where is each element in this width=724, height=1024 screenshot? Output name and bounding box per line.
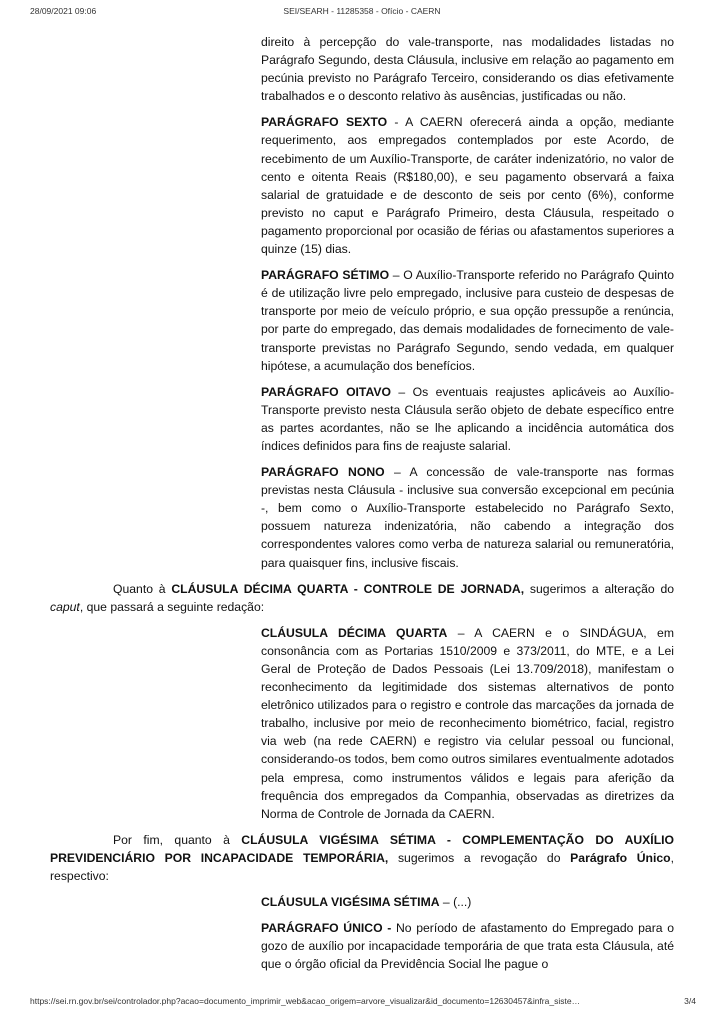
paragraph-text: No período de afastamento do Empregado para o gozo de auxílio por incapacidade temporária de que trata esta Cláusula, até que o órgão oficial da Previdência Social lhe pague o <box>261 921 674 972</box>
paragraph-text: – Os eventuais reajustes aplicáveis ao Auxílio-Transporte previsto nesta Cláusula serão objeto de debate específico entre as partes acordantes, não se lhe aplicando a incidência automática dos índices definidos para fins de reajuste salarial. <box>261 384 675 453</box>
document-body <box>50 33 674 982</box>
paragraph-nono <box>261 463 674 572</box>
paragraph-heading: PARÁGRAFO NONO <box>261 465 385 480</box>
text: sugerimos a revogação do <box>388 850 571 865</box>
paragraph-text: – A concessão de vale-transporte nas formas previstas nesta Cláusula - inclusive sua conversão excepcional em pecúnia -, bem como o Auxílio-Transporte estabelecido no Parágrafo Sexto, possuem natureza indenizatória, não cabendo a integração dos correspondentes valores como verba de natureza salarial ou remuneratória, para quaisquer fins, inclusive fiscais. <box>261 465 674 570</box>
text: Quanto à <box>113 581 172 596</box>
paragraph-setimo <box>261 266 674 375</box>
paragraph-heading: PARÁGRAFO OITAVO <box>261 384 391 399</box>
clause-title: CLÁUSULA VIGÉSIMA SÉTIMA - COMPLEMENTAÇÃO DO AUXÍLIO PREVIDENCIÁRIO POR INCAPACIDADE TEMPORÁRIA, <box>50 832 675 865</box>
page-number: 3/4 <box>684 996 696 1006</box>
print-datetime: 28/09/2021 09:06 <box>30 6 97 16</box>
paragrafo-unico-term: Parágrafo Único <box>570 850 671 865</box>
paragraph-clausula-27-intro <box>50 831 674 885</box>
paragraph-continuation: direito à percepção do vale-transporte, nas modalidades listadas no Parágrafo Segundo, desta Cláusula, inclusive em relação ao pagamento em pecúnia previsto no Parágrafo Terceiro, considerando os dias efetivamente trabalhados e o desconto relativo às ausências, justificadas ou não. <box>261 35 674 104</box>
caput-term: caput <box>50 599 80 614</box>
paragraph-clausula-14-intro <box>50 580 674 616</box>
footer-url: https://sei.rn.gov.br/sei/controlador.php?acao=documento_imprimir_web&acao_origem=arvore_visualizar&id_documento=12630457&infra_siste… <box>30 996 581 1006</box>
clause-title: CLÁUSULA DÉCIMA QUARTA - CONTROLE DE JORNADA, <box>171 581 525 596</box>
paragraph-text: – O Auxílio-Transporte referido no Parágrafo Quinto é de utilização livre pelo empregado, inclusive para custeio de despesas de transporte por meio de veículo próprio, e sua opção pressupõe a renúncia, por parte do empregado, das demais modalidades de fornecimento de vale-transporte previstas no Parágrafo Segundo, sendo vedada, em qualquer hipótese, a acumulação dos benefícios. <box>261 268 674 373</box>
paragraph-heading: CLÁUSULA VIGÉSIMA SÉTIMA <box>261 895 440 910</box>
paragraph-oitavo <box>261 383 674 455</box>
paragraph-unico <box>261 919 674 973</box>
paragraph-heading: CLÁUSULA DÉCIMA QUARTA <box>261 625 448 640</box>
text: , que passará a seguinte redação: <box>79 599 265 614</box>
paragraph-text: - A CAERN oferecerá ainda a opção, mediante requerimento, aos empregados contemplados por este Acordo, de recebimento de um Auxílio-Transporte, de caráter indenizatório, no valor de cento e oitenta Reais (R$180,00), e seu pagamento observará a faixa salarial de gratuidade e de desconto de seis por cento (6%), conforme previsto no caput e Parágrafo Primeiro, desta Cláusula, respeitado o pagamento proporcional por ocasião de férias ou afastamentos superiores a quinze (15) dias. <box>261 115 674 257</box>
text: Por fim, quanto à <box>113 832 242 847</box>
paragraph-heading: PARÁGRAFO SEXTO <box>261 115 388 130</box>
paragraph-text: – A CAERN e o SINDÁGUA, em consonância com as Portarias 1510/2009 e 373/2011, do MTE, e a Lei Geral de Proteção de Dados Pessoais (Lei 13.709/2018), manifestam o reconhecimento da legitimidade dos sistemas alternativos de ponto eletrônico utilizados para o registro e controle das marcações da jornada de trabalho, inclusive por meio de reconhecimento biométrico, facial, registro via web (na rede CAERN) e registro via celular pessoal ou funcional, considerando-os todos, bem como outros similares eventualmente adotados pela empresa, como instrumentos válidos e legais para aferição da frequência dos empregados da Companhia, observadas as diretrizes da Norma de Controle de Jornada da CAERN. <box>261 625 674 821</box>
paragraph-clausula-27 <box>261 893 674 911</box>
paragraph-heading: PARÁGRAFO SÉTIMO <box>261 268 390 283</box>
text: sugerimos a alteração do <box>524 581 674 596</box>
paragraph-heading: PARÁGRAFO ÚNICO - <box>261 921 392 936</box>
document-title: SEI/SEARH - 11285358 - Ofício - CAERN <box>283 6 441 16</box>
paragraph-sexto <box>261 113 674 258</box>
paragraph-text: – (...) <box>439 895 472 910</box>
paragraph-clausula-14 <box>261 624 674 823</box>
text: , respectivo: <box>50 850 674 884</box>
